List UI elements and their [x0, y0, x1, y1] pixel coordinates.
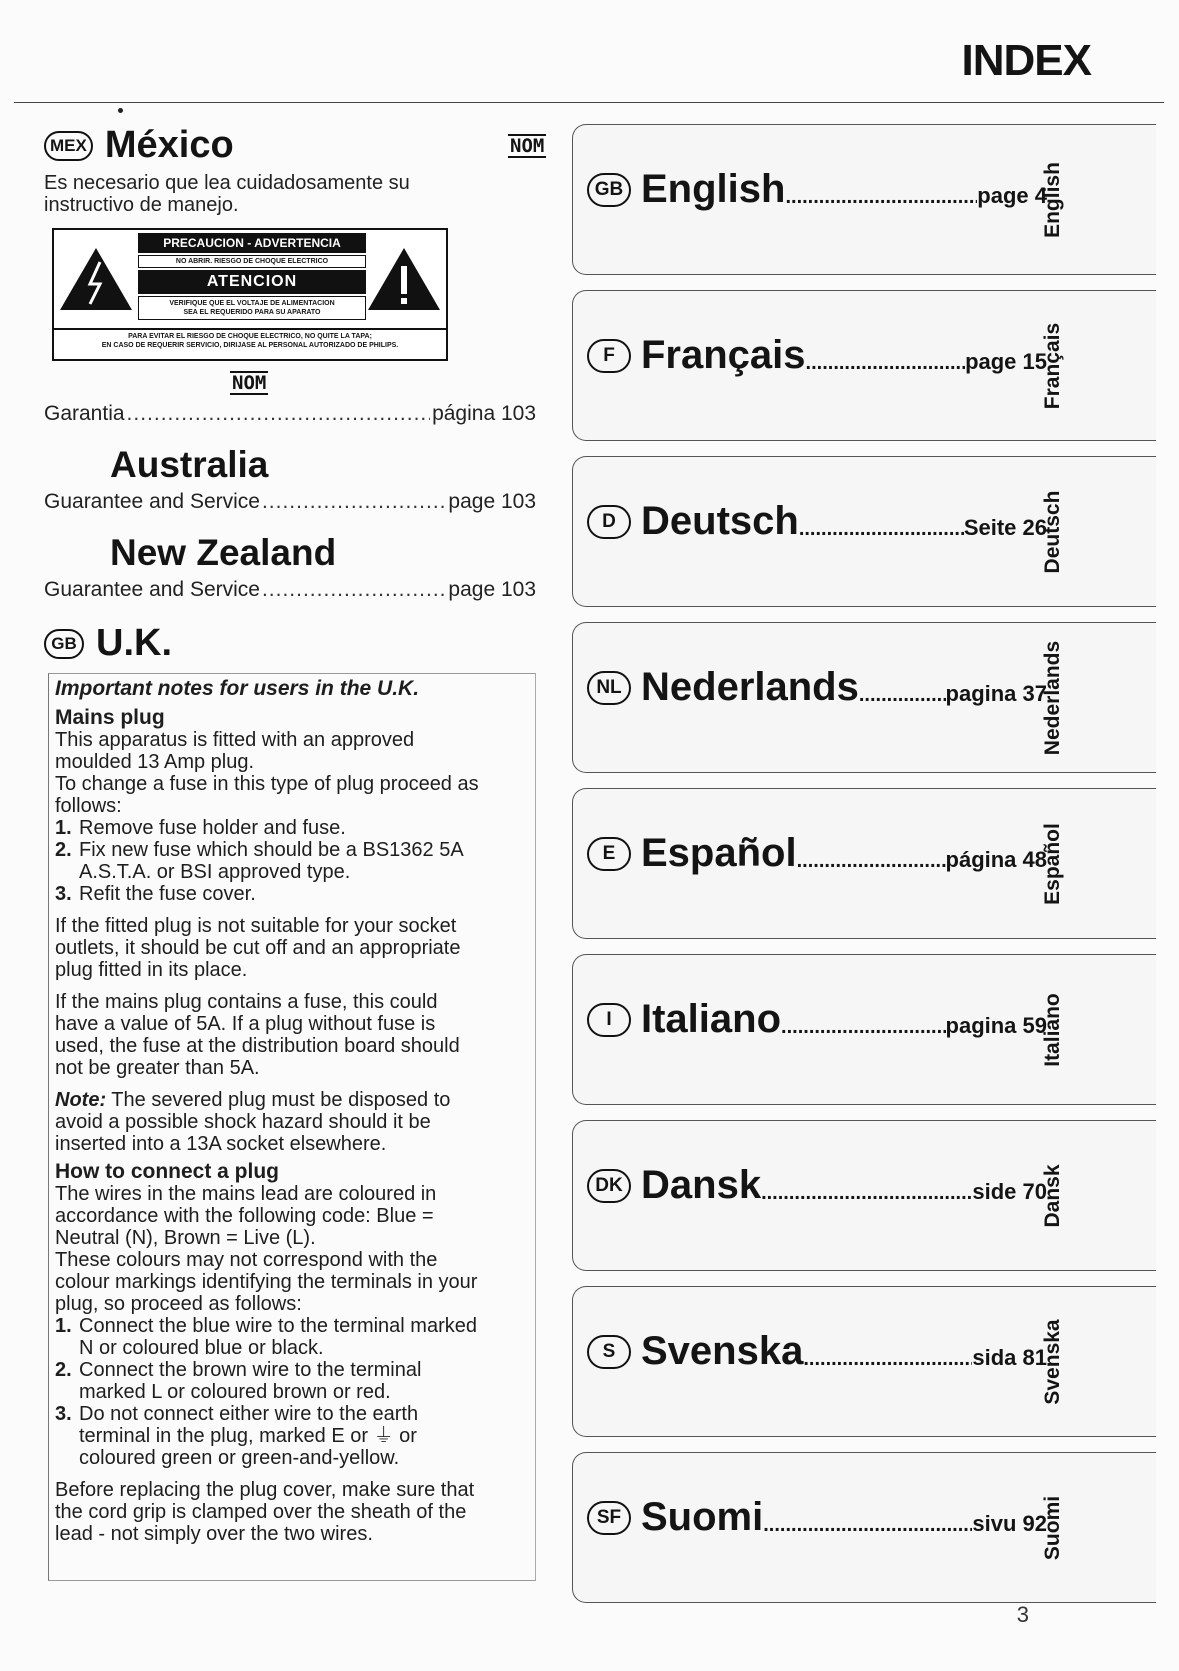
tab-label: Français — [1041, 322, 1064, 409]
mexico-heading — [44, 124, 234, 167]
uk-title: U.K. — [96, 622, 172, 664]
lang-name: Español — [641, 831, 797, 875]
nom-logo-2: NOM — [232, 372, 267, 394]
tab-label: Dansk — [1041, 1163, 1064, 1228]
lang-code-badge: E — [587, 837, 631, 871]
note-paragraph: Note: The severed plug must be disposed to avoid a possible shock hazard should it be inserted into a 13A socket elsewhere. — [55, 1089, 451, 1155]
fuse-steps: 1. Remove fuse holder and fuse. 2. Fix new fuse which should be a BS1362 5A A.S.T.A. or BSI approved type. 3. Refit the fuse cover. — [55, 817, 464, 905]
final-paragraph: Before replacing the plug cover, make sure that the cord grip is clamped over the sheath of the lead - not simply over the two wires. — [55, 1479, 475, 1545]
lang-page: sivu 92 — [972, 1510, 1047, 1536]
bullet-mark — [118, 108, 123, 113]
toc-new-zealand: Guarantee and Service ..... page 103 — [44, 578, 536, 602]
tab-english[interactable] — [572, 124, 1156, 275]
page-title: INDEX — [961, 36, 1091, 85]
mains-plug-heading: Mains plug — [55, 706, 165, 729]
warning-atencion: ATENCION — [138, 270, 366, 294]
lang-page: página 48 — [945, 846, 1047, 872]
header-divider — [14, 102, 1164, 103]
tab-label: Svenska — [1041, 1318, 1064, 1405]
lang-code-badge: S — [587, 1335, 631, 1369]
lang-name: Svenska — [641, 1329, 804, 1373]
socket-paragraph: If the fitted plug is not suitable for your socket outlets, it should be cut off and an appropriate plug fitted in its place. — [55, 915, 461, 981]
tab-label: English — [1041, 161, 1064, 238]
uk-notes-box — [48, 673, 536, 1581]
connect-plug-heading: How to connect a plug — [55, 1160, 279, 1183]
lang-name: Italiano — [641, 997, 782, 1041]
tab-nederlands[interactable] — [572, 622, 1156, 773]
warning-voltage-notice: VERIFIQUE QUE EL VOLTAJE DE ALIMENTACION SEA EL REQUERIDO PARA SU APARATO — [138, 296, 366, 320]
lang-code-badge: NL — [587, 671, 631, 705]
lang-name: English — [641, 167, 786, 211]
exclamation-warning-icon — [366, 244, 442, 314]
tab-label: Italiano — [1041, 992, 1064, 1067]
lang-name: Français — [641, 333, 806, 377]
lang-code-badge: DK — [587, 1169, 631, 1203]
toc-garantia: Garantia ..... página 103 — [44, 402, 536, 426]
uk-box-title: Important notes for users in the U.K. — [55, 677, 420, 700]
mexico-title: México — [104, 124, 234, 166]
tab-espanol[interactable] — [572, 788, 1156, 939]
lang-page: Seite 26 — [963, 514, 1047, 540]
tab-suomi[interactable] — [572, 1452, 1156, 1603]
fuse-value-paragraph: If the mains plug contains a fuse, this could have a value of 5A. If a plug without fuse is used, the fuse at the distribution board should not be greater than 5A. — [55, 991, 460, 1079]
page-number: 3 — [1016, 1602, 1029, 1627]
tab-italiano[interactable] — [572, 954, 1156, 1105]
nom-logo: NOM — [510, 135, 545, 157]
lang-name: Suomi — [641, 1495, 764, 1539]
lang-page: page 15 — [965, 348, 1047, 374]
warning-title: PRECAUCION - ADVERTENCIA — [138, 233, 366, 253]
tab-label: Deutsch — [1041, 490, 1064, 573]
lang-page: pagina 37 — [945, 680, 1047, 706]
lang-page: side 70 — [972, 1178, 1047, 1204]
lang-page: pagina 59 — [945, 1012, 1047, 1038]
wiring-steps: 1. Connect the blue wire to the terminal marked N or coloured blue or black. 2. Connect the brown wire to the terminal marked L or coloured brown or red. 3. Do not connect either wire to the earth terminal in the plug, marked E or ⏚ or coloured green or green-and-yellow. — [55, 1315, 477, 1469]
lang-page: page 4 — [977, 182, 1047, 208]
tab-deutsch[interactable] — [572, 456, 1156, 607]
tab-label: Nederlands — [1041, 640, 1064, 755]
lang-code-badge: GB — [587, 173, 631, 207]
tab-label: Español — [1041, 822, 1064, 905]
lang-page: sida 81 — [972, 1344, 1047, 1370]
country-code-badge: GB — [44, 629, 84, 659]
uk-heading — [44, 622, 172, 665]
lang-code-badge: F — [587, 339, 631, 373]
tab-svenska[interactable] — [572, 1286, 1156, 1437]
warning-label — [52, 228, 448, 361]
mains-plug-text: This apparatus is fitted with an approved moulded 13 Amp plug. To change a fuse in this type of plug proceed as follows: — [55, 729, 479, 817]
tab-dansk[interactable] — [572, 1120, 1156, 1271]
mexico-intro: Es necesario que lea cuidadosamente su instructivo de manejo. — [44, 172, 410, 216]
tab-label: Suomi — [1041, 1495, 1064, 1560]
lang-code-badge: D — [587, 505, 631, 539]
electric-shock-warning-icon — [58, 244, 134, 314]
warning-footer: PARA EVITAR EL RIESGO DE CHOQUE ELECTRICO, NO QUITE LA TAPA; EN CASO DE REQUERIR SERVICIO, DIRIJASE AL PERSONAL AUTORIZADO DE PHILIPS. — [54, 328, 446, 350]
lang-name: Dansk — [641, 1163, 762, 1207]
connect-plug-text: The wires in the mains lead are coloured in accordance with the following code: Blue = Neutral (N), Brown = Live (L). These colours may not correspond with the colour markings identifying the terminals in your plug, so proceed as follows: — [55, 1183, 478, 1315]
new-zealand-title: New Zealand — [110, 532, 337, 573]
lang-name: Nederlands — [641, 665, 859, 709]
warning-line-1: NO ABRIR. RIESGO DE CHOQUE ELECTRICO — [138, 255, 366, 268]
toc-australia: Guarantee and Service ..... page 103 — [44, 490, 536, 514]
lang-code-badge: SF — [587, 1501, 631, 1535]
lang-name: Deutsch — [641, 499, 799, 543]
country-code-badge: MEX — [44, 131, 93, 161]
tab-francais[interactable] — [572, 290, 1156, 441]
lang-code-badge: I — [587, 1003, 631, 1037]
australia-title: Australia — [110, 444, 269, 485]
